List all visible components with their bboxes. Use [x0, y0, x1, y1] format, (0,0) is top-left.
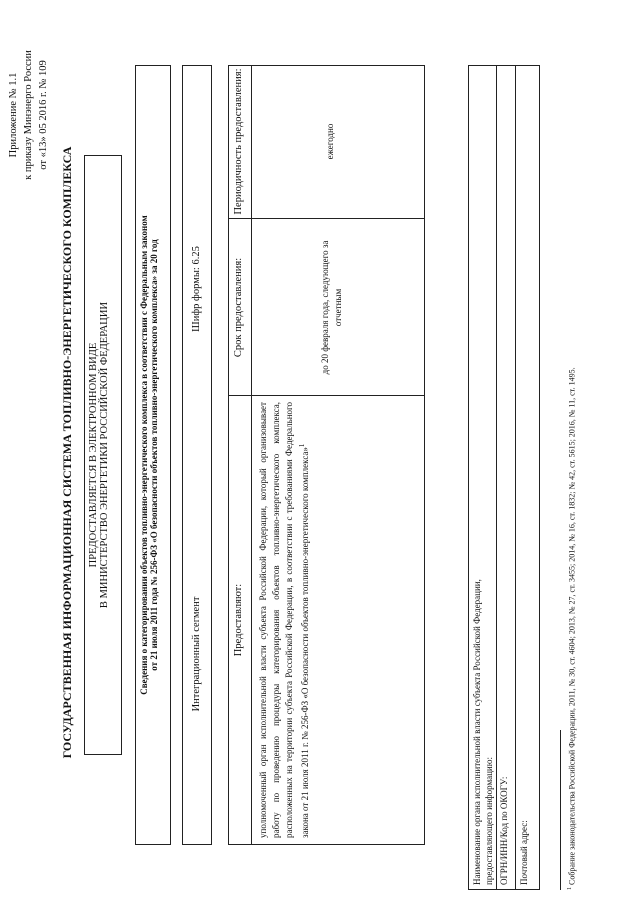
periodicity-cell: ежегодно — [325, 123, 335, 160]
report-title-line2: от 21 июля 2011 года № 256-ФЗ «О безопасности объектов топливно-энергетического комплекса» за 20 год — [149, 239, 159, 671]
column-divider-1 — [229, 395, 424, 396]
address-field-label: Почтовый адрес: — [519, 820, 529, 885]
org-divider-1 — [496, 66, 497, 889]
footnote-separator — [560, 730, 561, 890]
org-divider-2 — [515, 66, 516, 889]
organization-name-label-1: Наименование органа исполнительной власти субъекта Российской Федерации, — [472, 579, 482, 885]
report-title-box — [135, 65, 171, 845]
footnote-text: Собрание законодательства Российской Федерации, 2011, № 30, ст. 4604; 2013, № 27, ст. 3455; 2014, № 16, ст. 1832; № 42, ст. 5615; 2016, № 11, ст. 1495. — [567, 367, 577, 885]
footnote-mark: 1 — [567, 887, 573, 890]
page-title: ГОСУДАРСТВЕННАЯ ИНФОРМАЦИОННАЯ СИСТЕМА ТОПЛИВНО-ЭНЕРГЕТИЧЕСКОГО КОМПЛЕКСА — [60, 146, 74, 759]
submission-notice-box — [84, 155, 122, 755]
provider-text: уполномоченный орган исполнительной власти субъекта Российской Федерации, который организовывает работу по проведению процедуры категорирования объектов топливно-энергетического комплекса, расположенных на территории субъекта Российской Федерации, в соответствии с требованиями Федерального закона от 21 июля 2011 г. № 256-ФЗ «О безопасности объектов топливно-энергетического комплекса» — [258, 402, 310, 838]
appendix-number: Приложение № 1.1 — [8, 72, 19, 158]
appendix-date: от «13» 05 2016 г. № 109 — [38, 60, 49, 170]
form-code: Шифр формы: 6.25 — [191, 246, 202, 332]
organization-info-box — [468, 65, 540, 890]
segment-label: Интеграционный сегмент — [191, 596, 202, 712]
footnote-reference: 1 — [298, 443, 306, 448]
organization-name-field — [471, 385, 495, 885]
header-provider: Предоставляют: — [233, 583, 244, 657]
footnote — [565, 30, 578, 890]
submission-notice-line1: ПРЕДОСТАВЛЯЕТСЯ В ЭЛЕКТРОННОМ ВИДЕ — [88, 342, 99, 568]
appendix-order: к приказу Минэнерго России — [23, 50, 34, 180]
ogrn-field-label: ОГРН/ИНН/Код по ОКОГУ: — [499, 776, 509, 885]
header-divider — [251, 66, 252, 844]
provider-cell — [257, 402, 312, 838]
segment-row — [182, 65, 212, 845]
header-periodicity: Периодичность предоставления: — [233, 68, 244, 215]
submission-notice-line2: В МИНИСТЕРСТВО ЭНЕРГЕТИКИ РОССИЙСКОЙ ФЕДЕРАЦИИ — [99, 301, 110, 609]
report-title-line1: Сведения о категорировании объектов топливно-энергетического комплекса в соответствии с Федеральным законом — [139, 215, 149, 695]
organization-name-label-2: предоставляющего информацию: — [484, 757, 494, 885]
reporting-table — [228, 65, 425, 845]
deadline-cell: до 20 февраля года, следующего за отчетным — [320, 240, 343, 375]
header-deadline: Срок предоставления: — [233, 257, 244, 358]
appendix-header — [6, 15, 51, 215]
